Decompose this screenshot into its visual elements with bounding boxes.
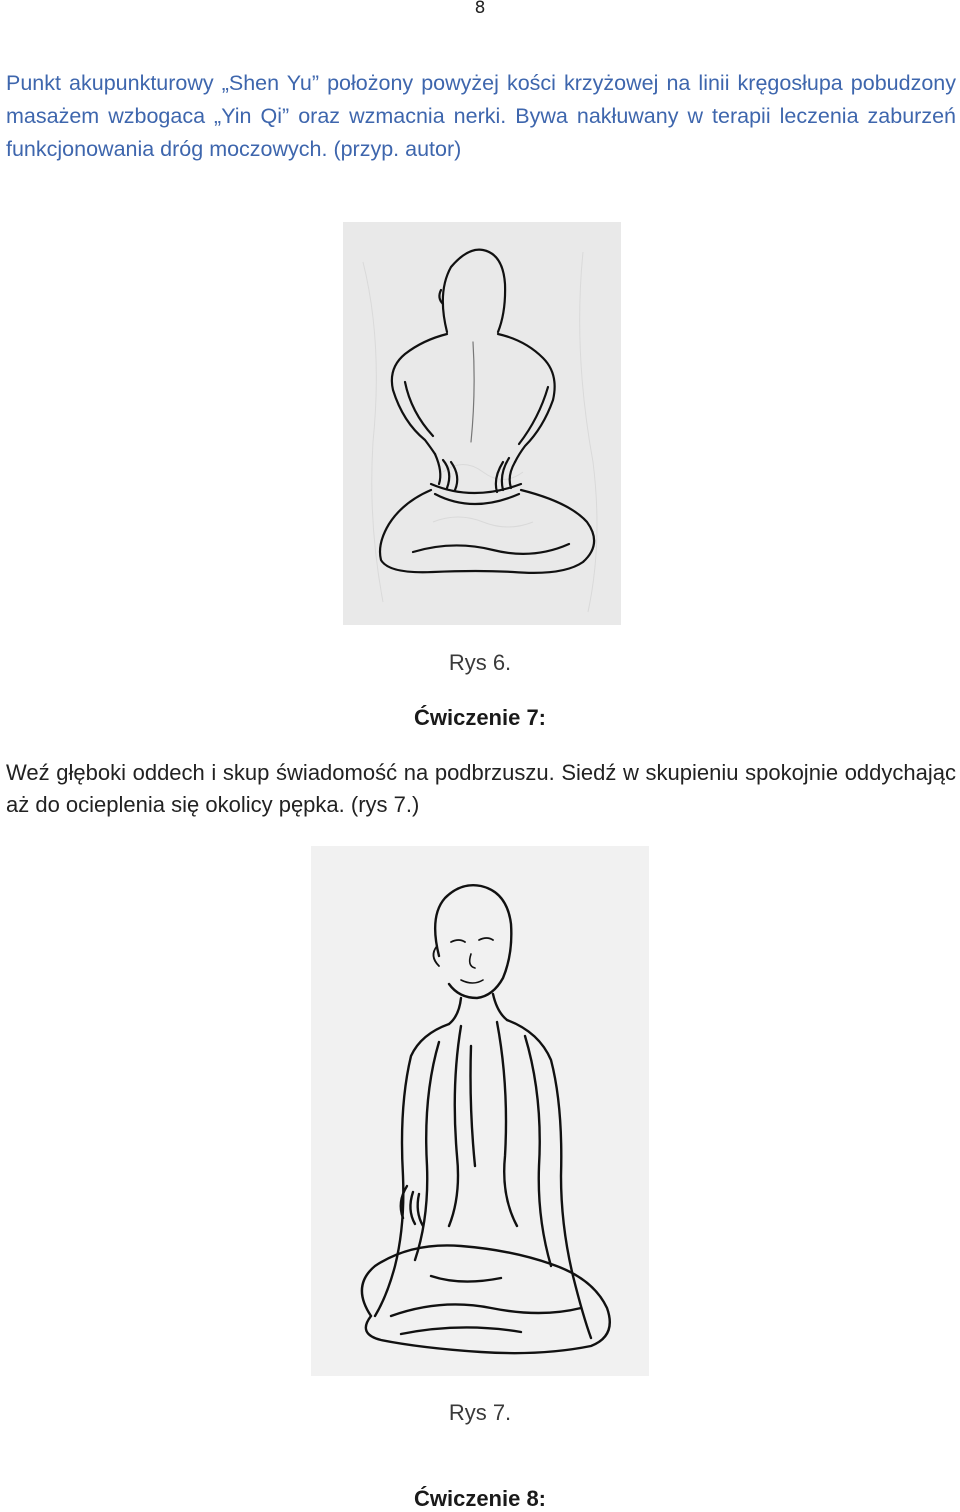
caption-rys-7: Rys 7. (448, 1400, 512, 1425)
paragraph-exercise-7: Weź głęboki oddech i skup świadomość na podbrzuszu. Siedź w skupieniu spokojnie oddychając aż do ocieplenia się okolicy pępka. (rys 7.) (6, 760, 956, 817)
page-number: 8 (474, 0, 486, 18)
paragraph-shen-yu-text: Punkt akupunkturowy „Shen Yu” położony powyżej kości krzyżowej na linii kręgosłupa pobudzony masażem wzbogaca „Yin Qi” oraz wzmacnia nerki. Bywa nakłuwany w terapii leczenia zaburzeń funkcjonowania dróg moczowych. (przyp. autor) (6, 71, 956, 161)
seated-monk-illustration (311, 846, 649, 1376)
heading-exercise-7: Ćwiczenie 7: (413, 705, 547, 730)
figure-rys-7 (311, 846, 649, 1376)
heading-exercise-8: Ćwiczenie 8: (413, 1486, 547, 1511)
seated-back-figure-illustration (343, 222, 621, 625)
paragraph-shen-yu (6, 67, 956, 166)
figure-rys-6 (343, 222, 621, 625)
caption-rys-6: Rys 6. (448, 650, 512, 675)
